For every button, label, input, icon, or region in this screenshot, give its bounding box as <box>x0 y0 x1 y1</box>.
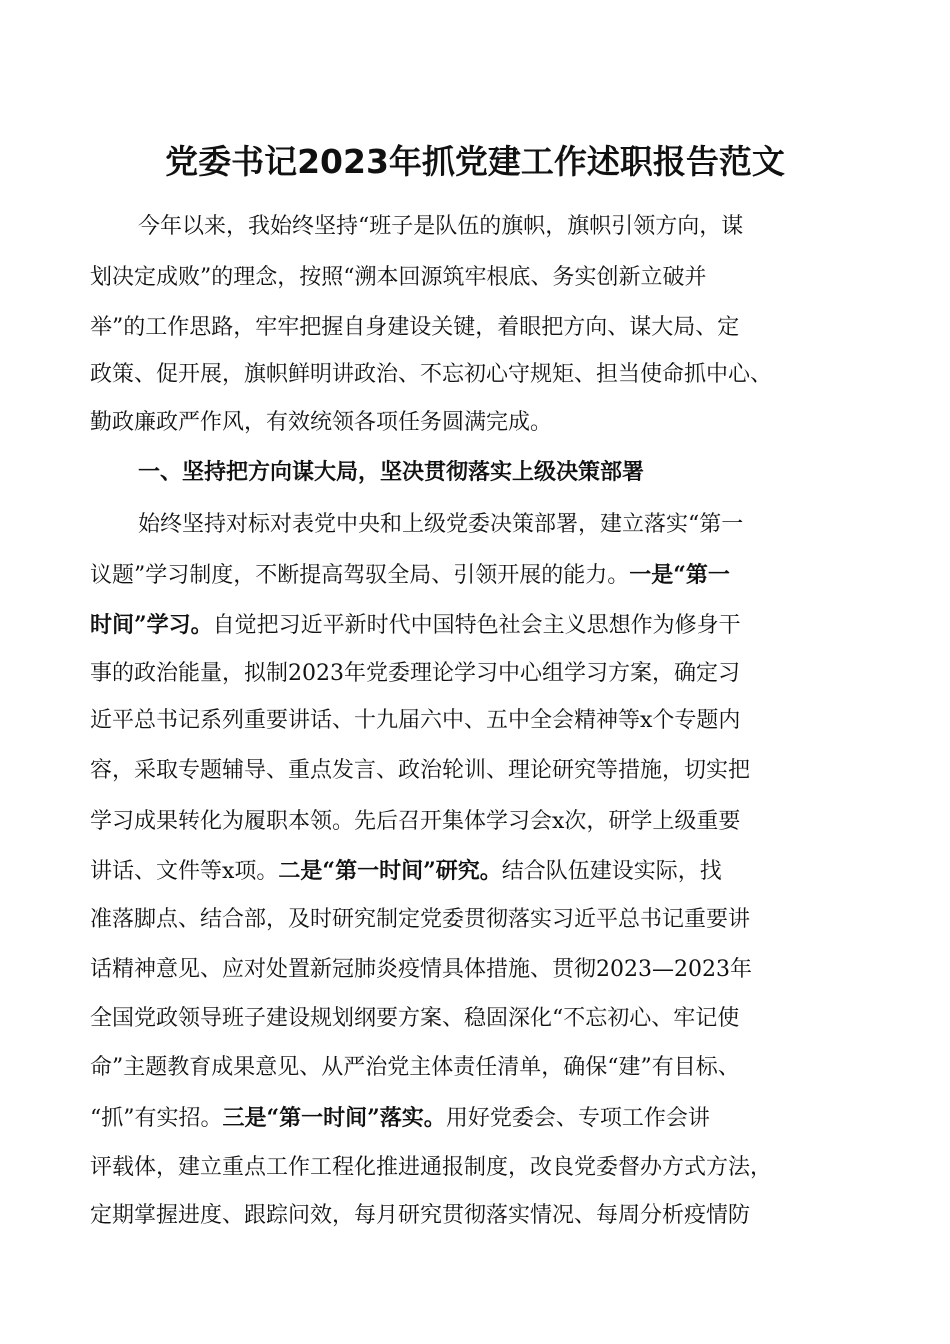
intro-line-1: 今年以来，我始终坚持“班子是队伍的旗帜，旗帜引领方向，谋 <box>138 214 744 239</box>
body-text: “抓”有实招。 <box>90 1106 223 1131</box>
body-line-12: 命”主题教育成果意见、从严治党主体责任清单，确保“建”有目标、 <box>90 1055 740 1080</box>
body-line-8 <box>90 853 722 889</box>
body-line-11: 全国党政领导班子建设规划纲要方案、稳固深化“不忘初心、牢记使 <box>90 1006 740 1031</box>
emphasis-text: 一是“第一 <box>629 562 730 588</box>
emphasis-text: 时间”学习。 <box>90 612 213 638</box>
body-text: 自觉把习近平新时代中国特色社会主义思想作为修身干 <box>212 613 741 638</box>
body-text: 讲话、文件等x项。 <box>90 859 279 884</box>
section-1-heading: 一、坚持把方向谋大局，坚决贯彻落实上级决策部署 <box>138 460 645 485</box>
body-line-3 <box>90 607 741 643</box>
body-line-15: 定期掌握进度、跟踪问效，每月研究贯彻落实情况、每周分析疫情防 <box>90 1203 751 1228</box>
intro-line-4: 政策、促开展，旗帜鲜明讲政治、不忘初心守规矩、担当使命抓中心、 <box>90 362 773 387</box>
body-line-2 <box>90 557 730 593</box>
document-title: 党委书记2023年抓党建工作述职报告范文 <box>165 142 785 181</box>
body-text: 议题”学习制度，不断提高驾驭全局、引领开展的能力。 <box>90 563 630 588</box>
body-line-13 <box>90 1100 710 1136</box>
intro-line-2: 划决定成败”的理念，按照“溯本回源筑牢根底、务实创新立破并 <box>90 265 707 290</box>
emphasis-text: 二是“第一时间”研究。 <box>278 858 502 884</box>
body-line-5: 近平总书记系列重要讲话、十九届六中、五中全会精神等x个专题内 <box>90 708 741 733</box>
body-line-4: 事的政治能量，拟制2023年党委理论学习中心组学习方案，确定习 <box>90 661 740 686</box>
emphasis-text: 三是“第一时间”落实。 <box>222 1105 446 1131</box>
intro-line-3: 举”的工作思路，牢牢把握自身建设关键，着眼把方向、谋大局、定 <box>90 315 740 340</box>
body-line-9: 准落脚点、结合部，及时研究制定党委贯彻落实习近平总书记重要讲 <box>90 907 751 932</box>
body-line-6: 容，采取专题辅导、重点发言、政治轮训、理论研究等措施，切实把 <box>90 758 751 783</box>
body-line-14: 评载体，建立重点工作工程化推进通报制度，改良党委督办方式方法， <box>90 1155 773 1180</box>
body-line-10: 话精神意见、应对处置新冠肺炎疫情具体措施、贯彻2023—2023年 <box>90 957 752 982</box>
body-text: 用好党委会、专项工作会讲 <box>445 1106 710 1131</box>
body-line-7: 学习成果转化为履职本领。先后召开集体学习会x次，研学上级重要 <box>90 809 741 834</box>
body-text: 结合队伍建设实际，找 <box>501 859 722 884</box>
intro-line-5: 勤政廉政严作风，有效统领各项任务圆满完成。 <box>90 410 553 435</box>
body-line-1: 始终坚持对标对表党中央和上级党委决策部署，建立落实“第一 <box>138 512 744 537</box>
